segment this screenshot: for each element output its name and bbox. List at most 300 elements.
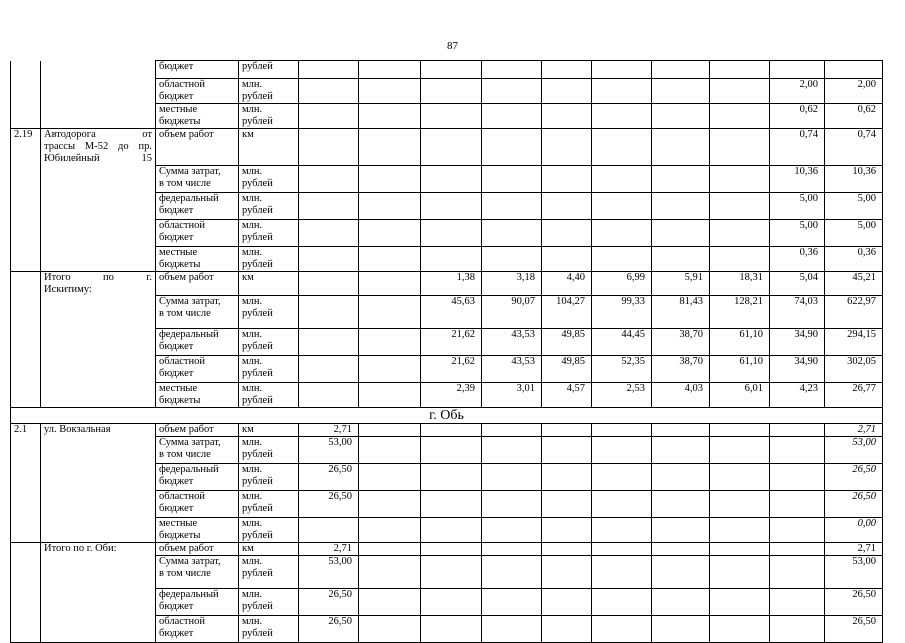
year-value-cell: 2,39 [421, 383, 482, 408]
unit-cell [239, 518, 299, 543]
total-value-cell: 53,00 [825, 556, 883, 589]
year-value-cell: 10,36 [770, 165, 825, 192]
year-value-cell [542, 192, 592, 219]
indicator-line: федеральный [159, 464, 219, 475]
year-value-cell: 26,50 [299, 464, 359, 491]
year-value-cell [542, 104, 592, 129]
year-value-cell [710, 246, 770, 271]
year-value-cell [421, 104, 482, 129]
unit-cell [239, 589, 299, 616]
item-name-cell [41, 104, 156, 129]
year-value-cell: 5,00 [770, 192, 825, 219]
year-value-cell: 6,01 [710, 383, 770, 408]
unit-cell [239, 129, 299, 166]
item-number-cell: 2.1 [11, 424, 41, 437]
indicator-line: объем работ [159, 424, 214, 435]
unit-cell [239, 219, 299, 246]
year-value-cell [542, 616, 592, 643]
year-value-cell [592, 616, 652, 643]
year-value-cell: 52,35 [592, 356, 652, 383]
year-value-cell [592, 437, 652, 464]
indicator-cell [156, 518, 239, 543]
item-name-cell [41, 383, 156, 408]
item-name-cell [41, 424, 156, 437]
unit-line: рублей [242, 231, 273, 243]
unit-line: рублей [242, 61, 273, 72]
item-number-cell [11, 79, 41, 104]
year-value-cell: 43,53 [482, 329, 542, 356]
year-value-cell [652, 589, 710, 616]
indicator-line: в том числе [159, 568, 211, 579]
table-row [11, 329, 883, 356]
indicator-cell [156, 383, 239, 408]
year-value-cell [592, 543, 652, 556]
unit-line: рублей [242, 628, 273, 639]
item-name-line: Итого по г. [44, 271, 152, 283]
year-value-cell [542, 518, 592, 543]
indicator-line: Сумма затрат, [159, 437, 221, 448]
year-value-cell [710, 61, 770, 79]
unit-line: рублей [242, 368, 273, 379]
year-value-cell [542, 556, 592, 589]
indicator-cell [156, 589, 239, 616]
year-value-cell [421, 246, 482, 271]
indicator-cell [156, 464, 239, 491]
year-value-cell [652, 491, 710, 518]
indicator-cell [156, 424, 239, 437]
year-value-cell [592, 104, 652, 129]
year-value-cell [359, 589, 421, 616]
year-value-cell [542, 491, 592, 518]
year-value-cell: 4,23 [770, 383, 825, 408]
year-value-cell [421, 79, 482, 104]
year-value-cell [542, 424, 592, 437]
year-value-cell [421, 437, 482, 464]
year-value-cell [710, 616, 770, 643]
item-number-cell [11, 556, 41, 589]
table-row [11, 104, 883, 129]
year-value-cell: 5,04 [770, 271, 825, 296]
year-value-cell [482, 518, 542, 543]
unit-line: рублей [242, 530, 273, 541]
indicator-cell [156, 129, 239, 166]
total-value-cell: 294,15 [825, 329, 883, 356]
unit-line: рублей [242, 177, 273, 189]
indicator-line: бюджет [159, 628, 194, 639]
year-value-cell [592, 518, 652, 543]
indicator-line: бюджет [159, 231, 194, 243]
year-value-cell [482, 165, 542, 192]
year-value-cell [421, 165, 482, 192]
item-name-cell [41, 518, 156, 543]
year-value-cell: 2,53 [592, 383, 652, 408]
item-name-line: Итого по г. Оби: [44, 543, 117, 554]
unit-line: км [242, 271, 254, 283]
item-name-cell [41, 61, 156, 79]
indicator-cell [156, 104, 239, 129]
table-row [11, 129, 883, 166]
total-value-cell: 26,50 [825, 616, 883, 643]
year-value-cell [542, 61, 592, 79]
indicator-line: областной [159, 219, 205, 231]
item-name-cell [41, 589, 156, 616]
year-value-cell [359, 61, 421, 79]
year-value-cell [359, 356, 421, 383]
year-value-cell: 4,40 [542, 271, 592, 296]
year-value-cell [592, 165, 652, 192]
unit-line: млн. [242, 104, 263, 115]
year-value-cell [359, 616, 421, 643]
indicator-line: объем работ [159, 543, 214, 554]
year-value-cell [542, 79, 592, 104]
year-value-cell [421, 192, 482, 219]
item-name-cell [41, 329, 156, 356]
year-value-cell [710, 518, 770, 543]
year-value-cell [710, 491, 770, 518]
table-row [11, 271, 883, 296]
item-name-cell [41, 192, 156, 219]
year-value-cell [652, 464, 710, 491]
year-value-cell [299, 296, 359, 329]
item-name-cell [41, 219, 156, 246]
year-value-cell [542, 219, 592, 246]
year-value-cell [592, 424, 652, 437]
year-value-cell [592, 246, 652, 271]
year-value-cell: 90,07 [482, 296, 542, 329]
unit-line: млн. [242, 296, 263, 307]
year-value-cell [359, 271, 421, 296]
total-value-cell: 2,00 [825, 79, 883, 104]
unit-line: млн. [242, 192, 263, 204]
indicator-line: Сумма затрат, [159, 556, 221, 567]
unit-cell [239, 61, 299, 79]
year-value-cell [770, 589, 825, 616]
unit-line: рублей [242, 116, 273, 127]
item-name-cell [41, 437, 156, 464]
year-value-cell: 53,00 [299, 556, 359, 589]
year-value-cell [710, 129, 770, 166]
item-number-cell [11, 543, 41, 556]
item-name-line: Искитиму: [44, 283, 92, 295]
table-row [11, 491, 883, 518]
indicator-line: бюджет [159, 341, 194, 352]
indicator-line: Сумма затрат, [159, 165, 221, 177]
table-row [11, 424, 883, 437]
indicator-line: федеральный [159, 589, 219, 600]
year-value-cell [421, 518, 482, 543]
year-value-cell: 49,85 [542, 356, 592, 383]
unit-line: рублей [242, 341, 273, 352]
unit-cell [239, 383, 299, 408]
year-value-cell: 1,38 [421, 271, 482, 296]
year-value-cell [359, 192, 421, 219]
year-value-cell [770, 424, 825, 437]
indicator-cell [156, 616, 239, 643]
year-value-cell [770, 543, 825, 556]
year-value-cell: 128,21 [710, 296, 770, 329]
unit-line: рублей [242, 91, 273, 102]
year-value-cell [542, 129, 592, 166]
indicator-cell [156, 356, 239, 383]
item-name-line: Автодорога от [44, 129, 152, 140]
item-number-cell [11, 192, 41, 219]
year-value-cell [482, 219, 542, 246]
unit-cell [239, 464, 299, 491]
unit-line: млн. [242, 329, 263, 340]
year-value-cell [299, 383, 359, 408]
year-value-cell: 5,91 [652, 271, 710, 296]
unit-line: рублей [242, 449, 273, 460]
unit-cell [239, 437, 299, 464]
year-value-cell [652, 424, 710, 437]
year-value-cell [652, 192, 710, 219]
unit-cell [239, 556, 299, 589]
year-value-cell [592, 61, 652, 79]
year-value-cell [482, 437, 542, 464]
year-value-cell [359, 437, 421, 464]
indicator-cell [156, 271, 239, 296]
year-value-cell: 3,18 [482, 271, 542, 296]
item-name-cell [41, 165, 156, 192]
year-value-cell: 38,70 [652, 356, 710, 383]
year-value-cell [359, 491, 421, 518]
item-number-cell [11, 464, 41, 491]
table-row [11, 437, 883, 464]
item-number-cell [11, 589, 41, 616]
table-row [11, 616, 883, 643]
item-name-cell [41, 129, 156, 166]
unit-line: рублей [242, 568, 273, 579]
unit-line: рублей [242, 395, 273, 406]
year-value-cell: 21,62 [421, 329, 482, 356]
unit-line: рублей [242, 476, 273, 487]
unit-cell [239, 329, 299, 356]
indicator-line: бюджет [159, 476, 194, 487]
unit-cell [239, 491, 299, 518]
year-value-cell [359, 79, 421, 104]
year-value-cell [299, 219, 359, 246]
table-row [11, 383, 883, 408]
indicator-line: бюджет [159, 503, 194, 514]
indicator-cell [156, 437, 239, 464]
unit-line: млн. [242, 491, 263, 502]
item-name-line: трассы М-52 до пр. [44, 141, 152, 152]
unit-line: рублей [242, 503, 273, 514]
year-value-cell [299, 518, 359, 543]
unit-cell [239, 543, 299, 556]
unit-line: рублей [242, 601, 273, 612]
year-value-cell: 74,03 [770, 296, 825, 329]
unit-line: км [242, 543, 254, 554]
item-number-cell [11, 616, 41, 643]
total-value-cell: 26,50 [825, 491, 883, 518]
total-value-cell: 302,05 [825, 356, 883, 383]
year-value-cell [710, 589, 770, 616]
year-value-cell [482, 543, 542, 556]
item-number-cell [11, 246, 41, 271]
year-value-cell [359, 296, 421, 329]
year-value-cell: 81,43 [652, 296, 710, 329]
item-name-cell [41, 491, 156, 518]
year-value-cell: 104,27 [542, 296, 592, 329]
year-value-cell [482, 424, 542, 437]
total-value-cell: 26,50 [825, 464, 883, 491]
indicator-line: бюджеты [159, 258, 201, 270]
year-value-cell: 34,90 [770, 356, 825, 383]
total-value-cell: 45,21 [825, 271, 883, 296]
year-value-cell [359, 104, 421, 129]
total-value-cell: 0,74 [825, 129, 883, 166]
item-name-cell [41, 296, 156, 329]
year-value-cell [770, 616, 825, 643]
year-value-cell [710, 192, 770, 219]
year-value-cell [359, 246, 421, 271]
total-value-cell: 26,50 [825, 589, 883, 616]
indicator-line: бюджет [159, 91, 194, 102]
indicator-line: бюджеты [159, 530, 201, 541]
total-value-cell: 622,97 [825, 296, 883, 329]
year-value-cell: 2,71 [299, 424, 359, 437]
year-value-cell [299, 192, 359, 219]
year-value-cell [359, 219, 421, 246]
unit-line: млн. [242, 79, 263, 90]
item-number-cell [11, 296, 41, 329]
year-value-cell [652, 518, 710, 543]
indicator-line: бюджеты [159, 395, 201, 406]
year-value-cell [359, 383, 421, 408]
item-name-cell [41, 356, 156, 383]
year-value-cell [299, 79, 359, 104]
year-value-cell [482, 104, 542, 129]
unit-line: млн. [242, 383, 263, 394]
item-number-cell [11, 437, 41, 464]
year-value-cell [482, 556, 542, 589]
year-value-cell [710, 104, 770, 129]
item-name-line: Юбилейный 15 [44, 153, 152, 164]
year-value-cell: 4,03 [652, 383, 710, 408]
year-value-cell [542, 437, 592, 464]
indicator-line: местные [159, 246, 198, 258]
year-value-cell [359, 329, 421, 356]
indicator-line: областной [159, 616, 205, 627]
unit-line: рублей [242, 204, 273, 216]
indicator-line: областной [159, 79, 205, 90]
year-value-cell [652, 556, 710, 589]
indicator-line: бюджет [159, 204, 194, 216]
table-row [11, 165, 883, 192]
budget-table [10, 60, 883, 643]
item-name-cell [41, 464, 156, 491]
year-value-cell [542, 589, 592, 616]
table-row [11, 61, 883, 79]
year-value-cell [482, 79, 542, 104]
year-value-cell [482, 491, 542, 518]
year-value-cell [421, 424, 482, 437]
page-number: 87 [447, 40, 458, 52]
table-row [11, 246, 883, 271]
year-value-cell [542, 246, 592, 271]
unit-line: км [242, 129, 254, 140]
item-name-cell [41, 79, 156, 104]
year-value-cell [482, 246, 542, 271]
unit-line: рублей [242, 308, 273, 319]
table-row [11, 192, 883, 219]
table-row [11, 79, 883, 104]
year-value-cell [652, 165, 710, 192]
year-value-cell [710, 219, 770, 246]
unit-cell [239, 104, 299, 129]
year-value-cell: 61,10 [710, 356, 770, 383]
year-value-cell [359, 129, 421, 166]
indicator-cell [156, 192, 239, 219]
year-value-cell [770, 464, 825, 491]
year-value-cell: 43,53 [482, 356, 542, 383]
unit-line: млн. [242, 356, 263, 367]
item-name-cell [41, 556, 156, 589]
year-value-cell [482, 616, 542, 643]
unit-line: млн. [242, 219, 263, 231]
year-value-cell [359, 543, 421, 556]
year-value-cell [421, 491, 482, 518]
year-value-cell: 6,99 [592, 271, 652, 296]
year-value-cell: 61,10 [710, 329, 770, 356]
item-number-cell [11, 383, 41, 408]
item-number-cell [11, 61, 41, 79]
year-value-cell [421, 543, 482, 556]
year-value-cell [770, 61, 825, 79]
year-value-cell [359, 556, 421, 589]
year-value-cell [652, 129, 710, 166]
total-value-cell: 5,00 [825, 219, 883, 246]
year-value-cell [482, 464, 542, 491]
item-number-cell [11, 271, 41, 296]
indicator-cell [156, 329, 239, 356]
indicator-cell [156, 491, 239, 518]
total-value-cell [825, 61, 883, 79]
year-value-cell [299, 246, 359, 271]
indicator-cell [156, 543, 239, 556]
year-value-cell [710, 165, 770, 192]
indicator-cell [156, 79, 239, 104]
year-value-cell [710, 556, 770, 589]
table-row [11, 556, 883, 589]
year-value-cell [710, 424, 770, 437]
year-value-cell [592, 192, 652, 219]
total-value-cell: 53,00 [825, 437, 883, 464]
year-value-cell: 26,50 [299, 616, 359, 643]
total-value-cell: 2,71 [825, 543, 883, 556]
year-value-cell [421, 219, 482, 246]
indicator-line: местные [159, 383, 198, 394]
item-number-cell [11, 104, 41, 129]
item-number-cell [11, 518, 41, 543]
year-value-cell: 99,33 [592, 296, 652, 329]
item-name-line: ул. Вокзальная [44, 424, 111, 435]
unit-line: млн. [242, 464, 263, 475]
year-value-cell: 26,50 [299, 491, 359, 518]
year-value-cell [652, 104, 710, 129]
year-value-cell: 38,70 [652, 329, 710, 356]
total-value-cell: 0,62 [825, 104, 883, 129]
year-value-cell [542, 165, 592, 192]
year-value-cell [710, 79, 770, 104]
year-value-cell: 0,36 [770, 246, 825, 271]
year-value-cell: 45,63 [421, 296, 482, 329]
indicator-line: в том числе [159, 449, 211, 460]
unit-line: млн. [242, 556, 263, 567]
unit-cell [239, 271, 299, 296]
year-value-cell [421, 61, 482, 79]
